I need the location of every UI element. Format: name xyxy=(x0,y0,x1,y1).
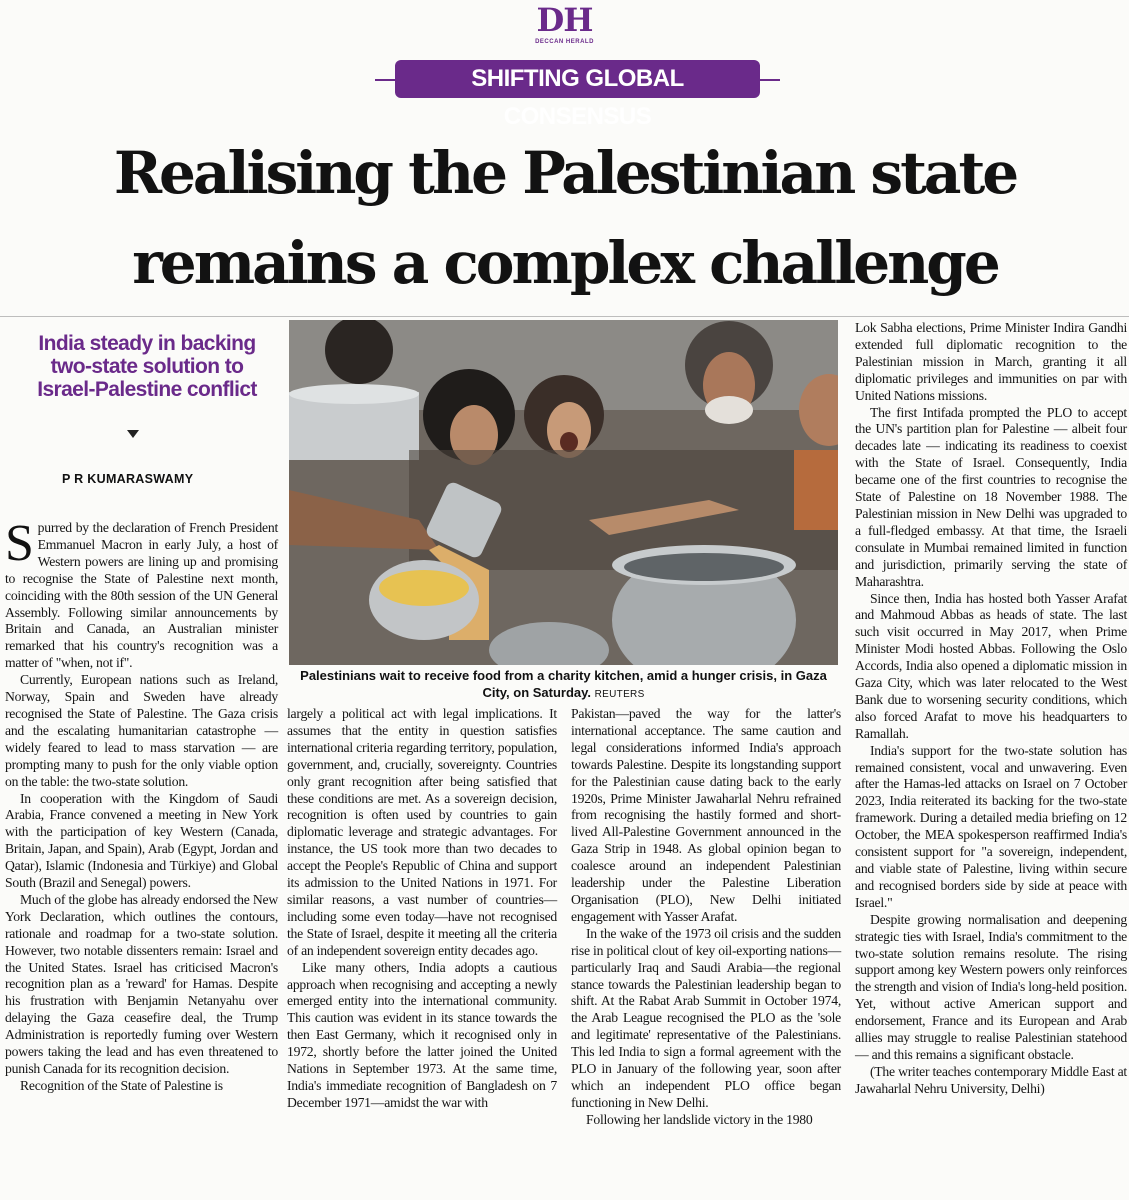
article-paragraph: Pakistan—paved the way for the latter's international acceptance. The same caution and legal considerations informed India's approach towards Palestine. Despite its longstanding support for the Palestinian cause dating back to the early 1920s, Prime Minister Jawaharlal Nehru refrained from recognising the hastily formed and short-lived All-Palestine Government announced in the Gaza Strip in 1948. As global opinion began to coalesce around an independent Palestinian leadership under the Palestine Liberation Organisation (PLO), New Delhi initiated engagement with Yasser Arafat. xyxy=(571,706,841,924)
kicker-label: SHIFTING GLOBAL CONSENSUS xyxy=(395,60,760,98)
article-paragraph: India's support for the two-state solution has remained consistent, vocal and unwavering. Even after the Hamas-led attacks on Israel on 7 October 2023, India reiterated its backing for the two-state framework. During a detailed media briefing on 12 October, the MEA spokesperson reaffirmed India's consistent support for "a sovereign, independent, and viable state of Palestine, living within secure and recognised borders side by side at peace with Israel." xyxy=(855,742,1127,910)
kicker-rule-right xyxy=(758,79,780,81)
article-paragraph: Following her landslide victory in the 1980 xyxy=(586,1111,813,1127)
article-paragraph: Like many others, India adopts a cautious approach when recognising and accepting a newly emerged entity into the international community. This caution was evident in its stance towards the then East Germany, which it recognised only in 1972, shortly before the latter joined the United Nations in September 1973. At the same time, India's immediate recognition of Bangladesh on 7 December 1971—amidst the war with xyxy=(287,959,557,1110)
article-paragraph: Much of the globe has already endorsed the New York Declaration, which outlines the contours, rationale and roadmap for a two-state solution. However, two notable dissenters remain: Israel and the United States. Israel has criticised Macron's recognition plan as a 'reward' for Hamas. Despite his frustration with Benjamin Netanyahu over delaying the Gaza ceasefire deal, the Trump Administration is reportedly fuming over Western powers taking the lead and has even threatened to punish Canada for its recognition decision. xyxy=(5,891,278,1076)
headline-line-2: remains a complex challenge xyxy=(132,229,998,297)
photo-caption xyxy=(289,667,838,703)
masthead-subtitle: DECCAN HERALD xyxy=(535,39,594,45)
deck-subheading: India steady in backing two-state solution to Israel-Palestine conflict xyxy=(37,332,257,401)
byline: P R KUMARASWAMY xyxy=(62,472,194,486)
headline-divider xyxy=(0,316,1129,317)
paragraph-text: purred by the declaration of French President Emmanuel Macron in early July, a host of Western powers are lining up and promising to recognise the State of Palestine next month, coinciding with the 80th session of the UN General Assembly. Following similar announcements by Britain and Canada, an Australian minister remarked that his country's recognition was a matter of "when, not if". xyxy=(5,520,278,671)
article-column-4 xyxy=(855,320,1127,1098)
photo-caption-text: Palestinians wait to receive food from a charity kitchen, amid a hunger crisis, in Gaza City, on Saturday. xyxy=(300,668,827,700)
headline xyxy=(40,128,1090,308)
article-paragraph xyxy=(5,515,278,672)
masthead-logo: DH xyxy=(536,1,593,39)
article-column-1 xyxy=(5,515,278,1095)
article-paragraph: In the wake of the 1973 oil crisis and the sudden rise in political clout of key oil-exporting nations—particularly Iraq and Saudi Arabia—the regional stance towards the Palestinian leadership began to shift. At the Rabat Arab Summit in October 1974, the Arab League recognised the PLO as the 'sole and legitimate' representative of the Palestinians. This led India to sign a formal agreement with the PLO in January of the following year, soon after which an independent PLO office began functioning in New Delhi. xyxy=(571,925,841,1110)
article-paragraph: Lok Sabha elections, Prime Minister Indira Gandhi extended full diplomatic recognition to the Palestinian mission in March, granting it all diplomatic privileges and immunities on par with United Nations missions. xyxy=(855,320,1127,403)
article-paragraph: Currently, European nations such as Ireland, Norway, Spain and Sweden have already recognised the State of Palestine. The Gaza crisis and the escalating humanitarian catastrophe — widely feared to lead to mass starvation — are prompting many to push for the only viable option on the table: the two-state solution. xyxy=(5,672,278,789)
article-column-3 xyxy=(571,706,841,1129)
news-photo xyxy=(289,320,838,665)
article-paragraph: Since then, India has hosted both Yasser Arafat and Mahmoud Abbas as heads of state. The last such visit occurred in May 2017, when Prime Minister Modi hosted Abbas. Following the Oslo Accords, India also opened a diplomatic mission in Gaza City, which was later relocated to the West Bank due to worsening security conditions, which also forced Arafat to move his headquarters to Ramallah. xyxy=(855,590,1127,741)
masthead xyxy=(0,2,1129,46)
article-paragraph: Recognition of the State of Palestine is xyxy=(20,1077,223,1093)
photo-credit: REUTERS xyxy=(594,689,645,700)
author-note: (The writer teaches contemporary Middle East at Jawaharlal Nehru University, Delhi) xyxy=(855,1063,1127,1096)
deck-arrow-icon xyxy=(127,430,139,438)
article-column-2 xyxy=(287,706,557,1112)
page-bottom-edge xyxy=(0,1168,1129,1200)
kicker-banner xyxy=(375,60,780,130)
article-paragraph: The first Intifada prompted the PLO to accept the UN's partition plan for Palestine — albeit four decades late — indicating its readiness to coexist with the State of Israel. Consequently, India became one of the first countries to recognise the State of Palestine on 18 November 1988. The Palestinian mission in New Delhi was upgraded to a full-fledged embassy. At that time, the Israeli consulate in Mumbai remained limited in function and jurisdiction, primarily serving the state of Maharashtra. xyxy=(855,404,1127,589)
headline-line-1: Realising the Palestinian state xyxy=(113,139,1017,207)
kicker-rule-left xyxy=(375,79,397,81)
article-paragraph: In cooperation with the Kingdom of Saudi Arabia, France convened a meeting in New York with the participation of key Western (Canada, Britain, Japan, and Spain), Arab (Egypt, Jordan and Qatar), Islamic (Indonesia and Türkiye) and Global South (Brazil and Senegal) powers. xyxy=(5,790,278,891)
photo-illustration xyxy=(289,320,838,665)
article-paragraph: largely a political act with legal implications. It assumes that the entity in question satisfies international criteria regarding territory, population, government, and, crucially, sovereignty. Countries only grant recognition after being satisfied that these conditions are met. As a sovereign decision, recognition is often used by countries to gain diplomatic leverage and strategic advantages. For instance, the US took more than two decades to accept the People's Republic of China and support its admission to the United Nations in 1971. For similar reasons, a vast number of countries—including some even today—have not recognised the State of Israel, despite it meeting all the criteria of an independent sovereign entity decades ago. xyxy=(287,706,557,958)
article-paragraph: Despite growing normalisation and deepening strategic ties with Israel, India's commitment to the two-state solution remains resolute. The rising support among key Western powers only reinforces the strength and vision of India's long-held position. Yet, without active American support and endorsement, France and its European and Arab allies may struggle to realise Palestinian statehood — and this remains a significant obstacle. xyxy=(855,911,1127,1062)
drop-cap: S xyxy=(5,515,34,572)
